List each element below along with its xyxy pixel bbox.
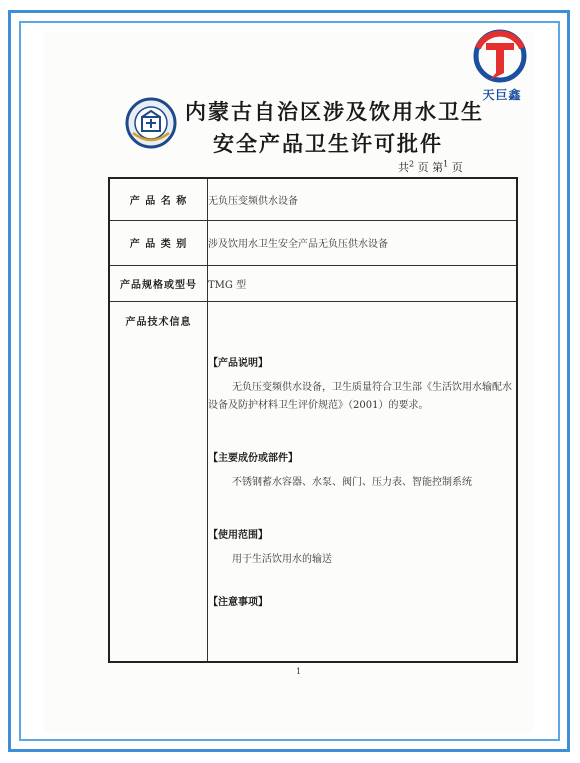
tech-info-content <box>208 301 518 662</box>
product-name-label: 产 品 名 称 <box>109 178 208 220</box>
tech-info-label: 产品技术信息 <box>109 301 208 662</box>
row-tech-info <box>109 301 517 662</box>
pager-total: 2 <box>409 159 415 169</box>
permit-table <box>108 177 518 663</box>
usage-heading: 【使用范围】 <box>208 530 268 542</box>
spec-value: TMG 型 <box>208 265 518 301</box>
components-heading: 【主要成份或部件】 <box>208 453 298 465</box>
product-category-label: 产 品 类 别 <box>109 220 208 265</box>
row-product-name <box>109 178 517 220</box>
description-heading: 【产品说明】 <box>208 358 268 370</box>
pager-mid: 页 第 <box>417 161 444 174</box>
notes-heading: 【注意事项】 <box>208 597 268 609</box>
pager-total-prefix: 共 <box>398 161 409 174</box>
spec-label: 产品规格或型号 <box>109 265 208 301</box>
document-title-line1: 内蒙古自治区涉及饮用水卫生 <box>185 100 484 124</box>
product-category-value: 涉及饮用水卫生安全产品无负压供水设备 <box>208 220 518 265</box>
government-seal-icon <box>125 97 177 149</box>
row-spec <box>109 265 517 301</box>
product-name-value: 无负压变频供水设备 <box>208 178 518 220</box>
components-body: 不锈钢蓄水容器、水泵、阀门、压力表、智能控制系统 <box>232 477 472 489</box>
usage-body: 用于生活饮用水的输送 <box>232 554 332 566</box>
brand-logo-text: 天巨鑫 <box>482 88 522 102</box>
description-body: 无负压变频供水设备，卫生质量符合卫生部《生活饮用水输配水设备及防护材料卫生评价规范》（2001）的要求。 <box>208 382 512 412</box>
pager-suffix: 页 <box>451 161 463 174</box>
page-indicator <box>398 159 463 175</box>
pager-current: 1 <box>443 159 449 169</box>
document-title-line2: 安全产品卫生许可批件 <box>213 132 443 156</box>
footer-page-number: 1 <box>296 667 302 676</box>
row-product-category <box>109 220 517 265</box>
